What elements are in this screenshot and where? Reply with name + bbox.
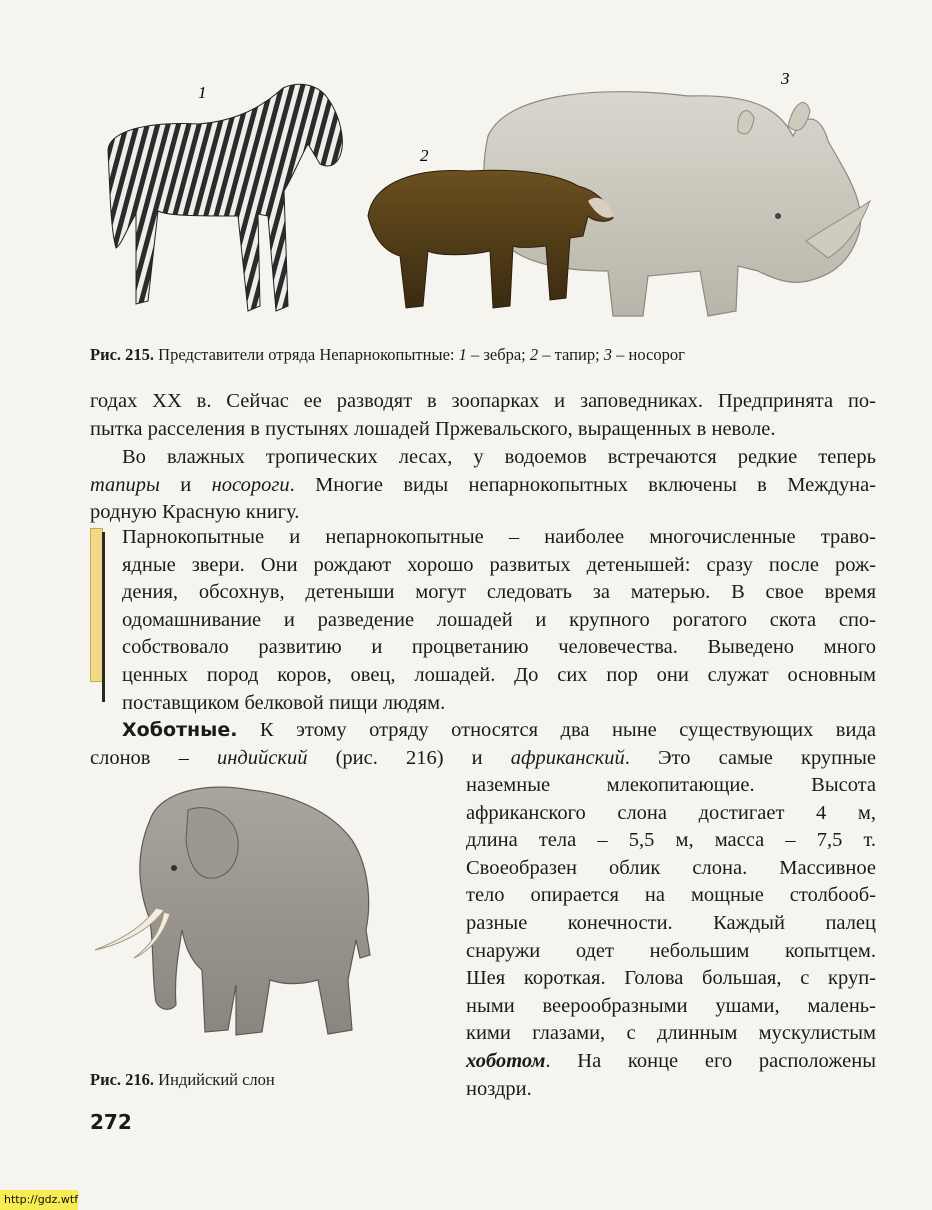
section-proboscidea-column [466, 772, 876, 1103]
text-line: годах XX в. Сейчас ее разводят в зоопарках и заповедниках. Предпринята по- [90, 390, 876, 412]
text-line: длина тела – 5,5 м, масса – 7,5 т. [466, 829, 876, 852]
indian-elephant-image [90, 780, 390, 1050]
emphasis-indian: индийский [216, 746, 308, 769]
emphasis-african: африканский [510, 746, 625, 769]
text-fragment: слонов – [90, 746, 217, 769]
text-line: дения, обсохнув, детеныши могут следовать за матерью. В свое время [122, 581, 876, 604]
text-line: поставщиком белковой пищи людям. [122, 691, 446, 714]
caption-item-text: – носорог [612, 345, 685, 364]
text-fragment: и [159, 473, 212, 496]
caption-item-num: 2 [529, 345, 539, 364]
text-line: тело опирается на мощные столбооб- [466, 884, 876, 907]
text-line: Во влажных тропических лесах, у водоемов встречаются редкие теперь [122, 446, 876, 468]
figure-216-caption [90, 1070, 275, 1090]
paragraph-3-summary [122, 524, 876, 717]
figure-215-illustration [88, 66, 888, 338]
section-heading: Хоботные. [122, 719, 238, 741]
text-line: африканского слона достигает 4 м, [466, 801, 876, 824]
figure-label-1: 1 [198, 83, 207, 102]
text-line [466, 1048, 876, 1076]
text-fragment: К этому отряду относятся два ныне существующих вида [237, 719, 876, 741]
text-line: ценных пород коров, овец, лошадей. До сих пор они служат основным [122, 663, 876, 686]
text-fragment: . На конце его расположены [545, 1049, 876, 1072]
caption-item-text: – тапир; [538, 345, 604, 364]
text-line: родную Красную книгу. [90, 501, 300, 524]
paragraph-1 [90, 388, 876, 443]
text-fragment: (рис. 216) и [307, 746, 511, 769]
text-line: Своеобразен облик слона. Массивное [466, 856, 876, 879]
figure-216-illustration [90, 780, 390, 1050]
text-line [122, 717, 876, 745]
page-number: 272 [90, 1110, 132, 1134]
caption-prefix: Рис. 216. [90, 1070, 155, 1089]
text-line: Парнокопытные и непарнокопытные – наиболее многочисленные траво- [122, 526, 876, 548]
text-line: одомашнивание и разведение лошадей и крупного рогатого скота спо- [122, 608, 876, 631]
zebra-figure [108, 84, 342, 311]
summary-margin-rule [102, 532, 105, 702]
text-line: ными веерообразными ушами, малень- [466, 994, 876, 1017]
text-line: наземные млекопитающие. Высота [466, 774, 876, 796]
caption-text: Индийский слон [154, 1070, 275, 1089]
text-line: кими глазами, с длинным мускулистым [466, 1022, 876, 1045]
text-line [90, 745, 876, 773]
text-line: снаружи одет небольшим копытцем. [466, 939, 876, 962]
emphasis-trunk: хоботом [466, 1049, 546, 1072]
figure-label-3: 3 [781, 69, 790, 88]
odd-toed-ungulates-image [88, 66, 888, 338]
caption-item-num: 3 [603, 345, 613, 364]
watermark-link[interactable]: http://gdz.wtf [0, 1190, 78, 1210]
emphasis-tapirs: тапиры [90, 473, 160, 496]
text-fragment: . Многие виды непарнокопытных включены в Междуна- [289, 473, 876, 496]
figure-label-2: 2 [420, 146, 429, 165]
paragraph-2 [90, 444, 876, 527]
caption-item-num: 1 [458, 345, 467, 364]
figure-215-caption [90, 345, 685, 365]
text-line: собствовало развитию и процветанию человечества. Выведено много [122, 636, 876, 659]
caption-prefix: Рис. 215. [90, 345, 155, 364]
caption-text: Представители отряда Непарнокопытные: [154, 345, 459, 364]
text-fragment: . Это самые крупные [624, 746, 876, 769]
caption-item-text: – зебра; [466, 345, 530, 364]
emphasis-rhinos: носороги [211, 473, 290, 496]
text-line: пытка расселения в пустынях лошадей Пржевальского, выращенных в неволе. [90, 417, 776, 440]
text-line: разные конечности. Каждый палец [466, 911, 876, 934]
text-line: ноздри. [466, 1077, 532, 1100]
section-proboscidea-intro [90, 717, 876, 772]
text-line: Шея короткая. Голова большая, с круп- [466, 967, 876, 990]
text-line [90, 472, 876, 500]
text-line: ядные звери. Они рождают хорошо развитых детенышей: сразу после рож- [122, 553, 876, 576]
